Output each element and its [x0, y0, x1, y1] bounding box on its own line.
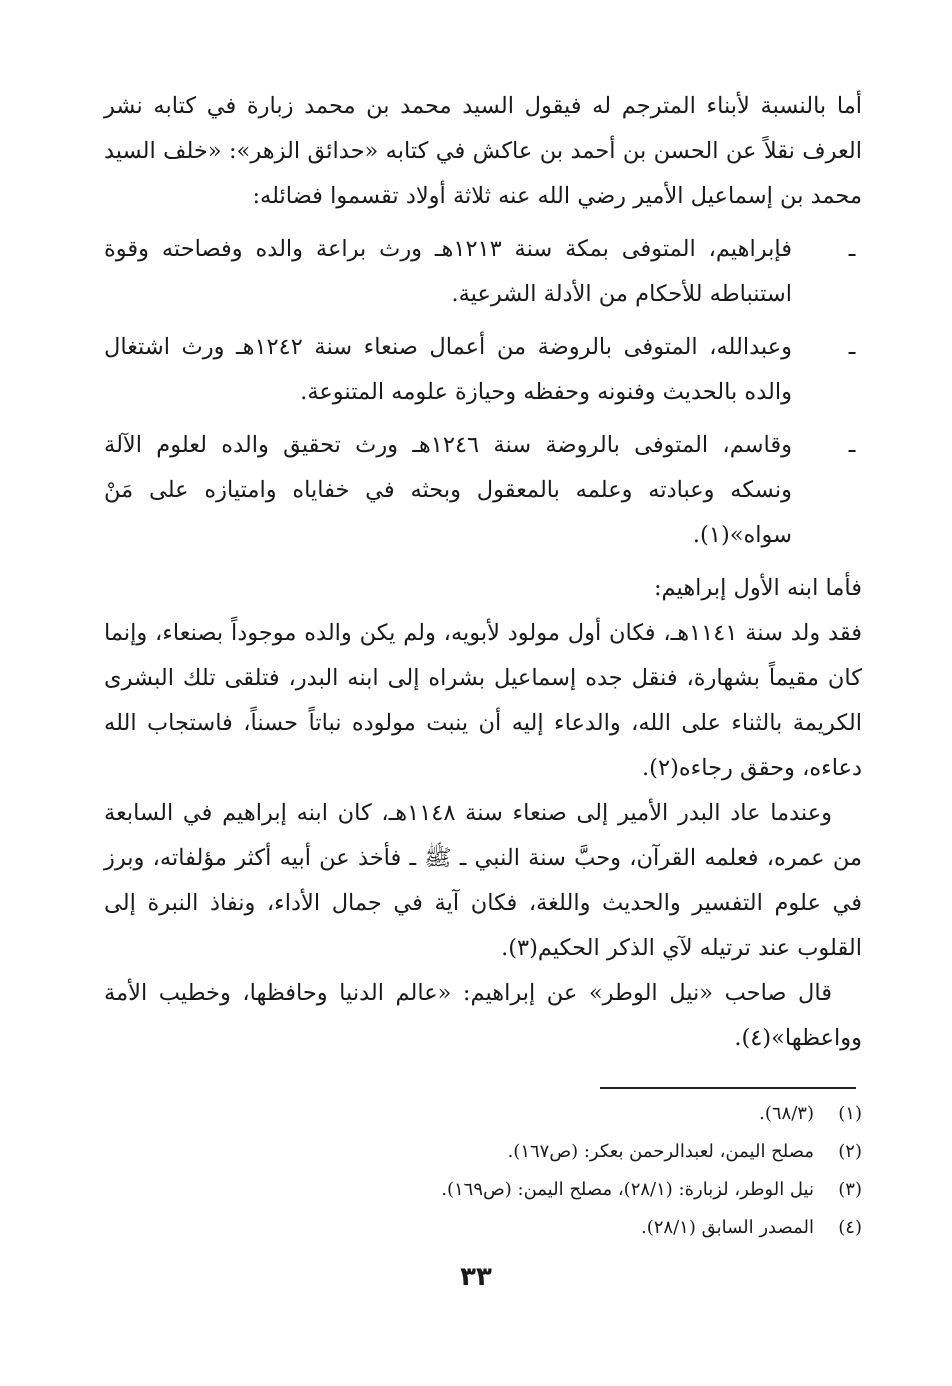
- list-item: [104, 227, 862, 317]
- footnote-text: نيل الوطر، لزبارة: (٢٨/١)، مصلح اليمن: (ص١٦٩).: [441, 1179, 814, 1200]
- footnote-number: (١): [838, 1103, 862, 1124]
- body-paragraph: فقد ولد سنة ١١٤١هـ، فكان أول مولود لأبويه، ولم يكن والده موجوداً بصنعاء، وإنما كان مقيماً بشهارة، فنقل جده إسماعيل بشراه إلى ابنه البدر، فتلقى تلك البشرى الكريمة بالثناء على الله، والدعاء إليه أن ينبت مولوده نباتاً حسناً، فاستجاب الله دعاءه، وحقق رجاءه(٢).: [104, 620, 863, 781]
- footnote: [104, 1171, 862, 1209]
- bullet-dash: ـ: [848, 236, 856, 262]
- list-item-text: وعبدالله، المتوفى بالروضة من أعمال صنعاء سنة ١٢٤٢هـ ورث اشتغال والده بالحديث وفنونه وحفظه وحيازة علومه المتنوعة.: [104, 334, 792, 405]
- body-paragraph: قال صاحب «نيل الوطر» عن إبراهيم: «عالم الدنيا وحافظها، وخطيب الأمة وواعظها»(٤).: [104, 980, 862, 1051]
- footnotes: [104, 1095, 862, 1247]
- list-item-text: وقاسم، المتوفى بالروضة سنة ١٢٤٦هـ ورث تحقيق والده لعلوم الآلة ونسكه وعبادته وعلمه بالمعقول وبحثه في خفاياه وامتيازه على مَنْ سواه»(١).: [104, 432, 792, 548]
- footnote-text: مصلح اليمن، لعبدالرحمن بعكر: (ص١٦٧).: [507, 1141, 814, 1162]
- page-body: [104, 84, 862, 1061]
- list-item-text: فإبراهيم، المتوفى بمكة سنة ١٢١٣هـ ورث براعة والده وفصاحته وقوة استنباطه للأحكام من الأدلة الشرعية.: [104, 236, 792, 307]
- body-paragraph: وعندما عاد البدر الأمير إلى صنعاء سنة ١١٤٨هـ، كان ابنه إبراهيم في السابعة من عمره، فعلمه القرآن، وحبَّ سنة النبي ـ ﷺ ـ فأخذ عن أبيه أكثر مؤلفاته، وبرز في علوم التفسير والحديث واللغة، فكان آية في جمال الأداء، ونفاذ النبرة إلى القلوب عند ترتيله لآي الذكر الحكيم(٣).: [104, 800, 862, 961]
- section-heading: فأما ابنه الأول إبراهيم:: [653, 575, 862, 601]
- bullet-dash: ـ: [848, 432, 856, 458]
- intro-paragraph: أما بالنسبة لأبناء المترجم له فيقول السيد محمد بن محمد زبارة في كتابه نشر العرف نقلاً عن الحسن بن أحمد بن عاكش في كتابه «حدائق الزهر»: «خلف السيد محمد بن إسماعيل الأمير رضي الله عنه ثلاثة أولاد تقسموا فضائله:: [104, 93, 862, 209]
- list-item: [104, 325, 862, 415]
- sons-list: [104, 227, 862, 558]
- footnotes-divider: [600, 1087, 856, 1089]
- footnote-text: المصدر السابق (٢٨/١).: [641, 1217, 814, 1238]
- footnote: [104, 1133, 862, 1171]
- footnote-number: (٢): [838, 1141, 862, 1162]
- page-number: ٣٣: [460, 1262, 492, 1292]
- footnote-number: (٤): [838, 1217, 862, 1238]
- footnote: [104, 1209, 862, 1247]
- bullet-dash: ـ: [848, 334, 856, 360]
- list-item: [104, 423, 862, 558]
- footnote: [104, 1095, 862, 1133]
- footnote-number: (٣): [838, 1179, 862, 1200]
- footnote-text: (٦٨/٣).: [759, 1103, 814, 1124]
